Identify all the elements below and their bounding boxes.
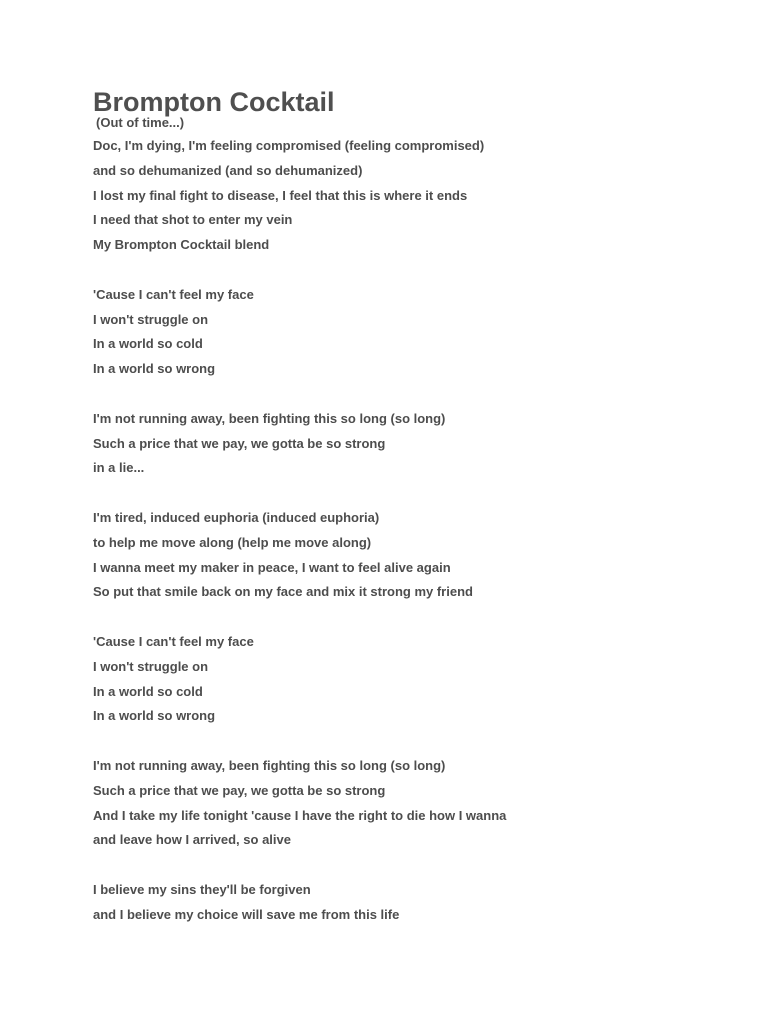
lyric-line: I won't struggle on xyxy=(93,658,209,674)
lyric-line: I wanna meet my maker in peace, I want to feel alive again xyxy=(93,559,451,575)
lyric-line: I'm not running away, been fighting this so long (so long) xyxy=(93,410,446,426)
page-subtitle: (Out of time...) xyxy=(96,115,185,130)
page-title: Brompton Cocktail xyxy=(93,87,335,117)
lyric-line: I'm tired, induced euphoria (induced euphoria) xyxy=(93,509,380,525)
lyric-line: I need that shot to enter my vein xyxy=(93,212,293,228)
lyric-line: So put that smile back on my face and mix it strong my friend xyxy=(93,584,473,600)
stanza-break xyxy=(93,729,733,754)
lyric-line: My Brompton Cocktail blend xyxy=(93,237,270,253)
lyric-line: In a world so wrong xyxy=(93,708,216,724)
lyric-line: I'm not running away, been fighting this so long (so long) xyxy=(93,757,446,773)
stanza-break xyxy=(93,382,733,407)
lyric-line: I lost my final fight to disease, I feel that this is where it ends xyxy=(93,187,468,203)
stanza-break xyxy=(93,605,733,630)
stanza-break xyxy=(93,853,733,878)
lyric-line: I won't struggle on xyxy=(93,311,209,327)
lyrics-body xyxy=(93,134,733,928)
lyric-line: 'Cause I can't feel my face xyxy=(93,633,254,649)
lyric-line: In a world so cold xyxy=(93,683,203,699)
lyric-line: to help me move along (help me move along) xyxy=(93,534,372,550)
lyric-line: And I take my life tonight 'cause I have the right to die how I wanna xyxy=(93,807,507,823)
lyric-line: 'Cause I can't feel my face xyxy=(93,286,254,302)
lyric-line: Such a price that we pay, we gotta be so strong xyxy=(93,435,386,451)
lyric-line: in a lie... xyxy=(93,460,145,476)
lyric-line: and leave how I arrived, so alive xyxy=(93,832,291,848)
lyric-line: Doc, I'm dying, I'm feeling compromised (feeling compromised) xyxy=(93,138,485,153)
lyric-line: and I believe my choice will save me from this life xyxy=(93,906,400,922)
document-page xyxy=(93,86,733,928)
lyric-line: and so dehumanized (and so dehumanized) xyxy=(93,162,363,178)
lyric-line: In a world so cold xyxy=(93,336,203,352)
stanza-break xyxy=(93,481,733,506)
stanza-break xyxy=(93,258,733,283)
lyric-line: I believe my sins they'll be forgiven xyxy=(93,881,311,897)
lyric-line: Such a price that we pay, we gotta be so strong xyxy=(93,782,386,798)
lyric-line: In a world so wrong xyxy=(93,361,216,377)
